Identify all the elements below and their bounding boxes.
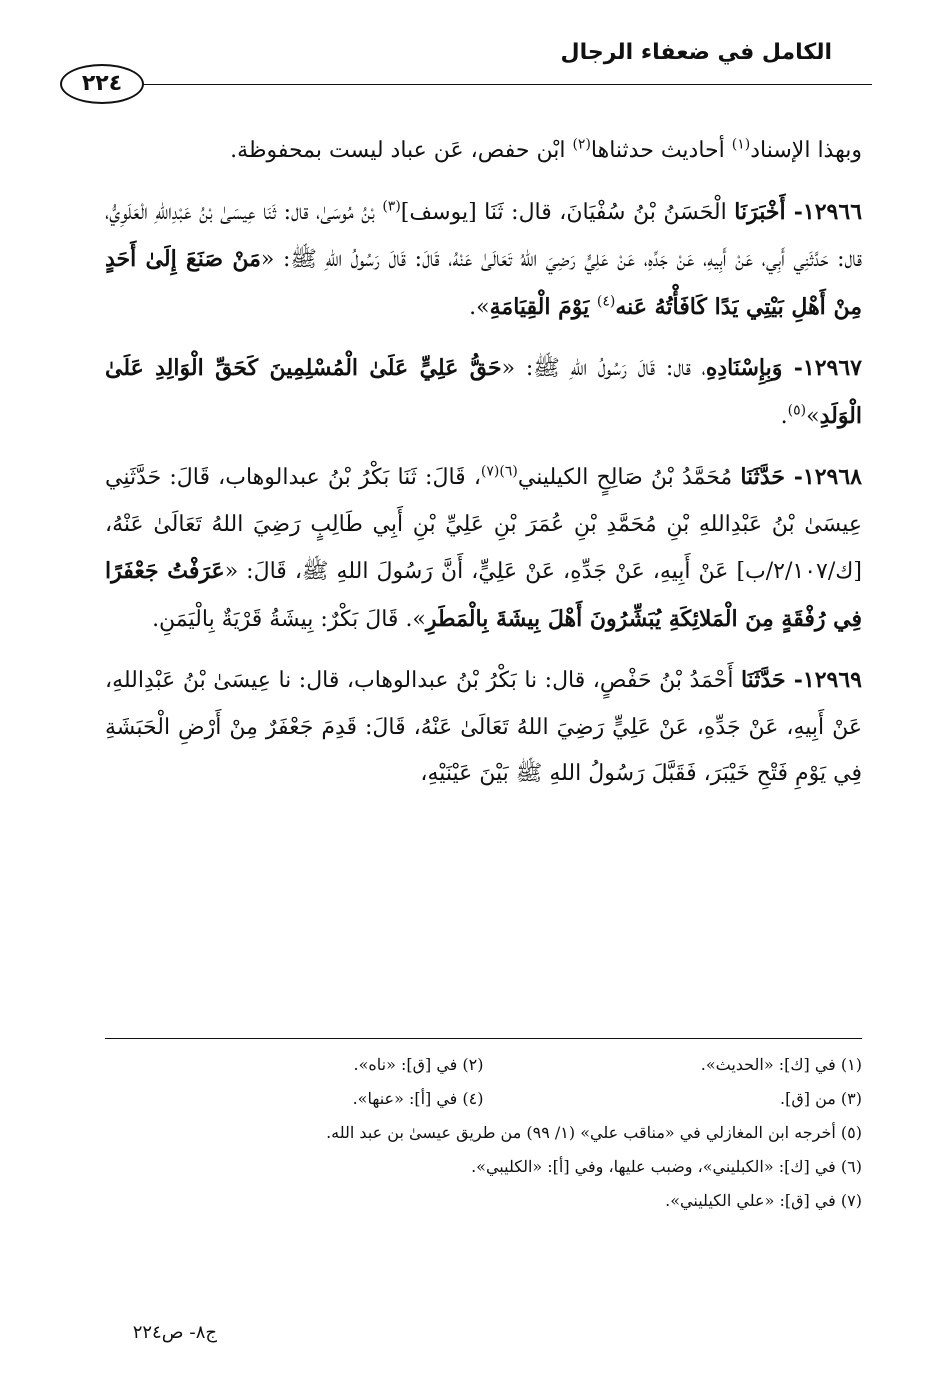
header-rule — [140, 84, 872, 85]
hadith-number: ١٢٩٦٧- — [782, 355, 862, 381]
text-span: أَحْمَدُ بْنُ حَفْصٍ، قال: نا بَكْرُ بْنُ عبدالوهاب، قال: نا عِيسَىٰ بْنُ عَبْدِاللهِ، عَنْ أَبِيهِ، عَنْ جَدِّهِ، عَنْ عَلِيٍّ رَضِيَ اللهُ تَعَالَىٰ عَنْهُ، قَالَ: قَدِمَ جَعْفَرٌ مِنْ أَرْضِ الْحَبَشَةِ فِي يَوْمِ فَتْحِ خَيْبَرَ، فَقَبَّلَ رَسُولُ اللهِ ﷺ بَيْنَ عَيْنَيْهِ، — [105, 668, 862, 786]
footnote-2: (٢) في [ق]: «ناه». — [353, 1055, 484, 1074]
running-title: الكامل في ضعفاء الرجال — [560, 40, 832, 65]
footnotes — [105, 1048, 862, 1218]
hadith-matn: حَقُّ عَلِيٍّ عَلَىٰ الْمُسْلِمِينَ كَحَقِّ الْوَالِدِ عَلَىٰ الْوَلَدِ — [105, 355, 862, 429]
footnote-row — [105, 1082, 862, 1116]
text-span: الْحَسَنُ بْنُ سُفْيَانَ، قال: ثَنَا [يوسف] — [400, 199, 735, 225]
text-span: ابْن حفص، عَن عباد ليست بمحفوظة. — [230, 138, 573, 163]
text-span: ، قال: قَالَ رَسُولُ اللهِ ﷺ: « — [501, 356, 706, 381]
hadith-matn: يَوْمَ الْقِيَامَةِ — [489, 293, 597, 320]
hadith-matn: مَنْ صَنَعَ إِلَىٰ أَحَدٍ مِنْ أَهْلِ بَيْتِي يَدًا كَافَأْتُهُ عَنه — [105, 246, 862, 320]
footnote-row — [105, 1048, 862, 1082]
footnote-ref: (١) — [731, 136, 751, 153]
text-span: ، قَالَ: ثَنَا بَكْرُ بْنُ عبدالوهاب، قَالَ: حَدَّثَنِي عِيسَىٰ بْنُ عَبْدِاللهِ بْنِ مُحَمَّدِ بْنِ عُمَرَ بْنِ عَلِيِّ بْنِ أَبِي طَالِبٍ رَضِيَ اللهُ تَعَالَىٰ عَنْهُ، [ك/٢/١٠٧/ب] عَنْ أَبِيهِ، عَنْ جَدِّهِ، عَنْ عَلِيٍّ، أَنَّ رَسُولَ اللهِ ﷺ، قَالَ: « — [105, 465, 862, 584]
narration-verb: وَبِإِسْنَادِهِ — [705, 355, 783, 381]
footnote-5: (٥) أخرجه ابن المغازلي في «مناقب علي» (١/ ٩٩) من طريق عيسىٰ بن عبد الله. — [326, 1123, 862, 1142]
footnote-7: (٧) في [ق]: «علي الكيليني». — [665, 1191, 862, 1210]
narration-verb: حَدَّثَنَا — [740, 464, 785, 490]
footnote-ref: (٣) — [382, 198, 401, 215]
footnote-6: (٦) في [ك]: «الكبليني»، وضبب عليها، وفي [أ]: «الكليبي». — [471, 1157, 862, 1176]
text-span: ». — [469, 294, 490, 320]
footnote-3: (٣) من [ق]. — [780, 1089, 862, 1108]
paragraph-12969 — [105, 657, 862, 798]
hadith-number: ١٢٩٦٨- — [784, 464, 862, 490]
footnote-1: (١) في [ك]: «الحديث». — [700, 1055, 862, 1074]
main-text — [105, 128, 862, 812]
paragraph-12967 — [105, 345, 862, 440]
text-span: أحاديث حدثناها — [590, 138, 732, 163]
paragraph-12968 — [105, 454, 862, 643]
paragraph-intro — [105, 128, 862, 175]
page-number-oval: ٢٢٤ — [60, 64, 144, 104]
hadith-number: ١٢٩٦٩- — [785, 667, 862, 693]
text-span: وبهذا الإسناد — [750, 138, 862, 163]
footnote-ref: (٤) — [596, 293, 616, 310]
narration-verb: أَخْبَرَنَا — [734, 198, 786, 225]
text-span: مُحَمَّدُ بْنُ صَالِحٍ الكيليني — [517, 465, 741, 490]
text-span: ». قَالَ بَكْرٌ: بِيشَةُ قَرْيَةٌ بِالْيَمَنِ. — [152, 606, 426, 632]
footnote-rule — [105, 1038, 862, 1039]
hadith-number: ١٢٩٦٦- — [785, 198, 863, 225]
footnote-ref: (٦)(٧) — [480, 463, 518, 480]
page-signature: ج٨- ص٢٢٤ — [132, 1322, 217, 1343]
paragraph-12966 — [105, 189, 862, 332]
text-span: » — [806, 403, 820, 429]
footnote-4: (٤) في [أ]: «عنها». — [352, 1089, 484, 1108]
hadith-matn: عَرَفْتُ جَعْفَرًا فِي رُفْقَةٍ مِنَ الْمَلائِكَةِ يُبَشِّرُونَ أَهْلَ بِيشَةَ بِالْمَطَرِ — [105, 558, 862, 632]
text-span: . — [780, 403, 788, 429]
footnote-ref: (٢) — [572, 136, 591, 153]
text-span: بْنُ مُوسَىٰ، قال: ثَنَا عِيسَىٰ بْنُ عَبْدِاللهِ الْعَلَوِيُّ، قال: حَدَّثَنِي أَبِي، عَنْ أَبِيهِ، عَنْ جَدِّهِ، عَنْ عَلِيٍّ رَضِيَ اللهُ تَعَالَىٰ عَنْهُ، قَالَ: قَالَ رَسُولُ اللهِ ﷺ: « — [105, 199, 863, 272]
narration-verb: حَدَّثَنَا — [740, 667, 786, 693]
footnote-ref: (٥) — [787, 402, 807, 419]
